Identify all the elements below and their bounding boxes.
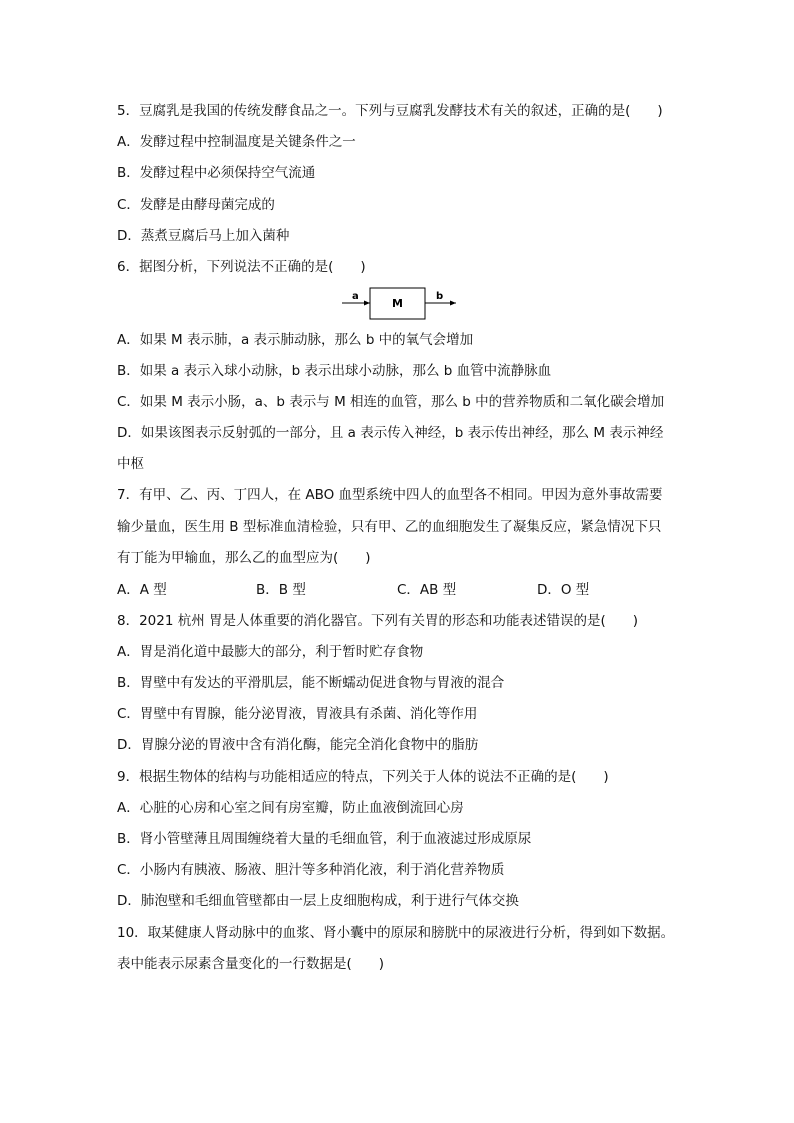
q7-option-a: A．A 型: [117, 582, 167, 598]
q7-options: [117, 581, 717, 599]
q9-option-d: D．肺泡壁和毛细血管壁都由一层上皮细胞构成，利于进行气体交换: [117, 893, 519, 909]
q7-stem-line3: 有丁能为甲输血，那么乙的血型应为( ): [117, 550, 371, 566]
q9-option-c: C．小肠内有胰液、肠液、胆汁等多种消化液，利于消化营养物质: [117, 862, 505, 878]
q7-stem-line2: 输少量血，医生用 B 型标准血清检验，只有甲、乙的血细胞发生了凝集反应，紧急情况下只: [117, 519, 662, 535]
q6-option-b: B．如果 a 表示入球小动脉，b 表示出球小动脉，那么 b 血管中流静脉血: [117, 363, 552, 379]
q10-stem-line2: 表中能表示尿素含量变化的一行数据是( ): [117, 956, 385, 972]
q6-option-d: D．如果该图表示反射弧的一部分，且 a 表示传入神经，b 表示传出神经，那么 M 表示神经: [117, 425, 664, 441]
q9-option-b: B．肾小管壁薄且周围缠绕着大量的毛细血管，利于血液滤过形成原尿: [117, 831, 532, 847]
q8-option-b: B．胃壁中有发达的平滑肌层，能不断蠕动促进食物与胃液的混合: [117, 675, 505, 691]
output-arrowhead: [450, 301, 456, 306]
diagram-label-a: a: [352, 291, 359, 302]
diagram-label-b: b: [436, 291, 444, 302]
q6-option-c: C．如果 M 表示小肠，a、b 表示与 M 相连的血管，那么 b 中的营养物质和二氧化碳会增加: [117, 394, 665, 410]
q5-option-b: B．发酵过程中必须保持空气流通: [117, 165, 316, 181]
q6-stem: 6．据图分析，下列说法不正确的是( ): [117, 259, 366, 275]
q9-option-a: A．心脏的心房和心室之间有房室瓣，防止血液倒流回心房: [117, 800, 464, 816]
q5-option-d: D．蒸煮豆腐后马上加入菌种: [117, 228, 290, 244]
input-arrowhead: [364, 301, 370, 306]
q8-option-d: D．胃腺分泌的胃液中含有消化酶，能完全消化食物中的脂肪: [117, 737, 479, 753]
q5-option-a: A．发酵过程中控制温度是关键条件之一: [117, 134, 356, 150]
q9-stem: 9．根据生物体的结构与功能相适应的特点，下列关于人体的说法不正确的是( ): [117, 769, 609, 785]
q7-option-c: C．AB 型: [397, 582, 457, 598]
q5-stem: 5．豆腐乳是我国的传统发酵食品之一。下列与豆腐乳发酵技术有关的叙述，正确的是( ): [117, 103, 663, 119]
q7-option-b: B．B 型: [256, 582, 306, 598]
q6-option-a: A．如果 M 表示肺，a 表示肺动脉，那么 b 中的氧气会增加: [117, 332, 474, 348]
q7-option-d: D．O 型: [537, 582, 590, 598]
q6-option-d-continued: 中枢: [117, 456, 144, 472]
q8-option-a: A．胃是消化道中最膨大的部分，利于暂时贮存食物: [117, 644, 424, 660]
flow-diagram: [330, 286, 470, 322]
q7-stem-line1: 7．有甲、乙、丙、丁四人，在 ABO 血型系统中四人的血型各不相同。甲因为意外事故需要: [117, 487, 663, 503]
diagram-label-m: M: [392, 297, 403, 310]
q8-stem: 8．2021 杭州 胃是人体重要的消化器官。下列有关胃的形态和功能表述错误的是( ): [117, 613, 639, 629]
q8-option-c: C．胃壁中有胃腺，能分泌胃液，胃液具有杀菌、消化等作用: [117, 706, 478, 722]
q10-stem-line1: 10．取某健康人肾动脉中的血浆、肾小囊中的原尿和膀胱中的尿液进行分析，得到如下数据。: [117, 925, 675, 941]
q5-option-c: C．发酵是由酵母菌完成的: [117, 197, 275, 213]
